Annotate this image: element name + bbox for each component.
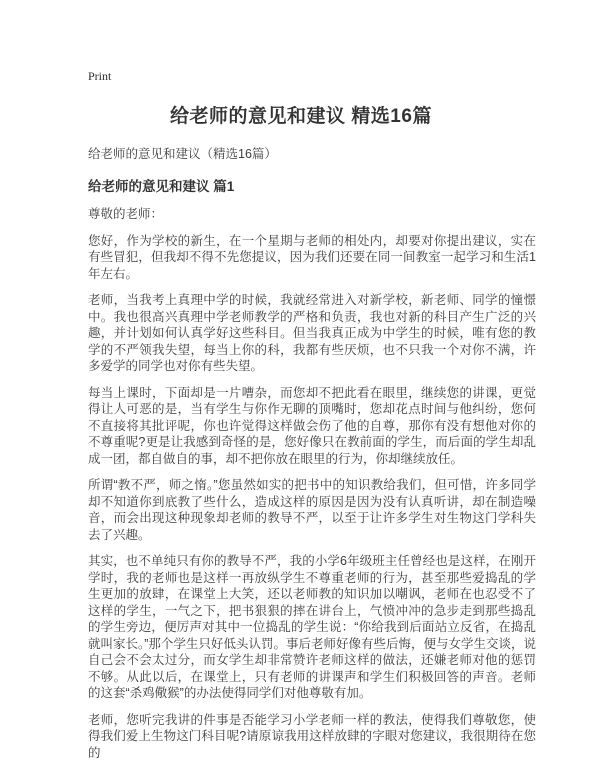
paragraph: 每当上课时，下面却是一片嘈杂，而您却不把此看在眼里，继续您的讲课，更觉得让人可恶的是，当有学生与你作无聊的顶嘴时，您却花点时间与他纠纷，您何不直接将其批评呢，你也许觉得这样做会伤了他的自尊，那你有没有想他对你的不尊重呢?更是让我感到奇怪的是，您好像只在教前面的学生，而后面的学生却乱成一团，都自做自的事，却不把你放在眼里的行为，你却继续放任。 — [88, 385, 536, 466]
article-body — [88, 206, 536, 761]
paragraph: 老师，当我考上真理中学的时候，我就经常进入对新学校，新老师、同学的憧憬中。我也很高兴真理中学老师教学的严格和负责，我也对新的科目产生广泛的兴趣，并计划如何认真学好这些科目。但当我真正成为中学生的时候，唯有您的教学的不严领我失望，每当上你的科，我都有些厌烦，也不只我一个对你不满，许多爱学的同学也对你有些失望。 — [88, 293, 536, 373]
article-subtitle: 给老师的意见和建议（精选16篇） — [88, 147, 277, 161]
paragraph: 尊敬的老师： — [88, 207, 164, 221]
paragraph: 您好，作为学校的新生，在一个星期与老师的相处内，却要对你提出建议，实在有些冒犯，但我却不得不先您提议，因为我们还要在同一间教室一起学习和生活1年左右。 — [88, 233, 536, 281]
section-heading: 给老师的意见和建议 篇1 — [88, 179, 235, 194]
paragraph: 所谓“教不严，师之惰。”您虽然如实的把书中的知识教给我们，但可惜，许多同学却不知道你到底教了些什么，造成这样的原因是因为没有认真听讲，却在制造噪音，而会出现这种现象却老师的教导不严，以至于让许多学生对生物这门学科失去了兴趣。 — [88, 478, 536, 542]
paragraph: 老师，您听完我讲的件事是否能学习小学老师一样的教法，使得我们尊敬您，使得我们爱上生物这门科目呢?请原谅我用这样放肆的字眼对您建议，我很期待在您的 — [88, 712, 536, 760]
paragraph: 其实，也不单纯只有你的教导不严，我的小学6年级班主任曾经也是这样，在刚开学时，我的老师也是这样一再放纵学生不尊重老师的行为，甚至那些爱捣乱的学生更加的放肆，在课堂上大笑，还以老师教的知识加以嘲讽，老师在也忍受不了这样的学生，一气之下，把书狠狠的摔在讲台上，气愤冲冲的急步走到那些捣乱的学生旁边，便厉声对其中一位捣乱的学生说：“你给我到后面站立反省，在捣乱就叫家长。”那个学生只好低头认罚。事后老师好像有些后悔，便与女学生交谈，说自己会不会太过分，而女学生却非常赞许老师这样的做法，还嫌老师对他的惩罚不够。从此以后，在课堂上，只有老师的讲课声和学生们积极回答的声音。老师的这套“杀鸡儆猴”的办法使得同学们对他尊敬有加。 — [88, 554, 536, 700]
print-button[interactable]: Print — [88, 69, 112, 83]
page-title: 给老师的意见和建议 精选16篇 — [170, 106, 432, 127]
